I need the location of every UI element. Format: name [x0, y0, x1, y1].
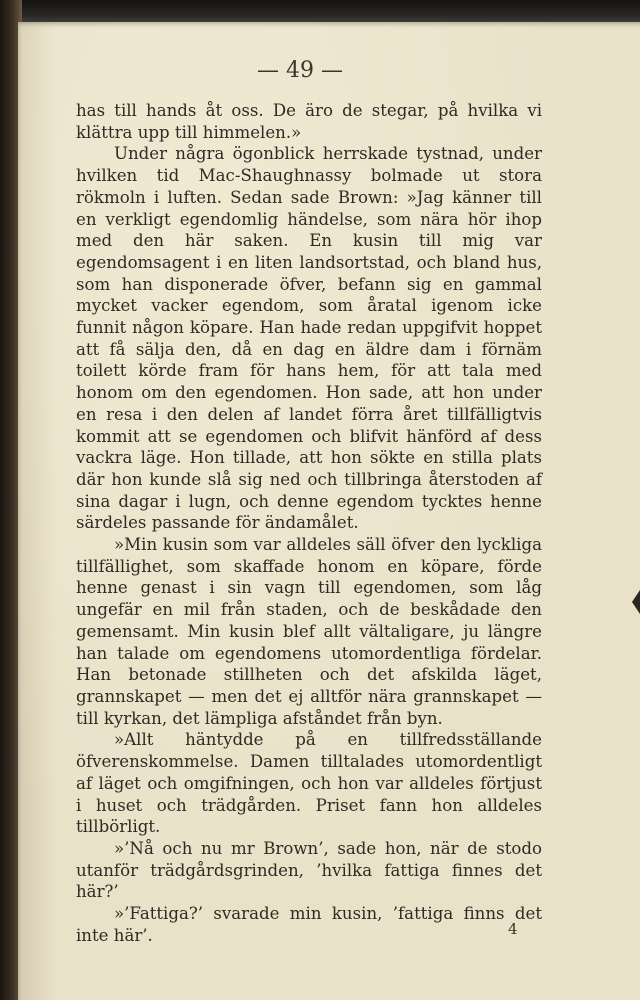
paragraph-1: has till hands åt oss. De äro de stegar, på hvilka vi klättra upp till himmelen.» — [76, 101, 542, 142]
paragraph-2: Under några ögonblick herrskade tystnad, under hvilken tid Mac-Shaughnassy bolmade ut stora rökmoln i luften. Sedan sade Brown: »Jag känner till en verkligt egendomlig händelse, som nära hör ihop med den här saken. En kusin till mig var egendomsagent i en liten landsortstad, och bland hus, som han disponerade öfver, befann sig en gammal mycket vacker egendom, som åratal igenom icke funnit någon köpare. Han hade redan uppgifvit hoppet att få sälja den, då en dag en äldre dam i förnäm toilett körde fram för hans hem, för att tala med honom om den egendomen. Hon sade, att hon under en resa i den delen af landet förra året tillfälligtvis kommit att se egendomen och blifvit hänförd af dess vackra läge. Hon tillade, att hon sökte en stilla plats där hon kunde slå sig ned och tillbringa återstoden af sina dagar i lugn, och denne egendom tycktes henne särdeles passande för ändamålet. — [76, 144, 542, 533]
body-text — [76, 100, 542, 946]
paragraph-4: »Allt häntydde på en tillfredsställande öfverenskommelse. Damen tilltalades utomordentligt af läget och omgifningen, och hon var alldeles förtjust i huset och trädgården. Priset fann hon alldeles tillbörligt. — [76, 730, 542, 837]
page-number-header: — 49 — — [257, 58, 343, 83]
paragraph-6: »’Fattiga?’ svarade min kusin, ’fattiga finns det inte här’. — [76, 904, 542, 945]
paragraph-3: »Min kusin som var alldeles säll öfver den lyckliga tillfällighet, som skaffade honom en köpare, förde henne genast i sin vagn till egendomen, som låg ungefär en mil från staden, och de beskådade den gemensamt. Min kusin blef allt vältaligare, ju längre han talade om egendomens utomordentliga fördelar. Han betonade stillheten och det afskilda läget, grannskapet — men det ej alltför nära grannskapet — till kyrkan, det lämpliga afståndet från byn. — [76, 535, 542, 728]
page-edge-marker — [632, 590, 640, 614]
signature-mark: 4 — [508, 920, 518, 938]
paragraph-5: »’Nå och nu mr Brown’, sade hon, när de stodo utanför trädgårdsgrinden, ’hvilka fattiga finnes det här?’ — [76, 838, 542, 902]
